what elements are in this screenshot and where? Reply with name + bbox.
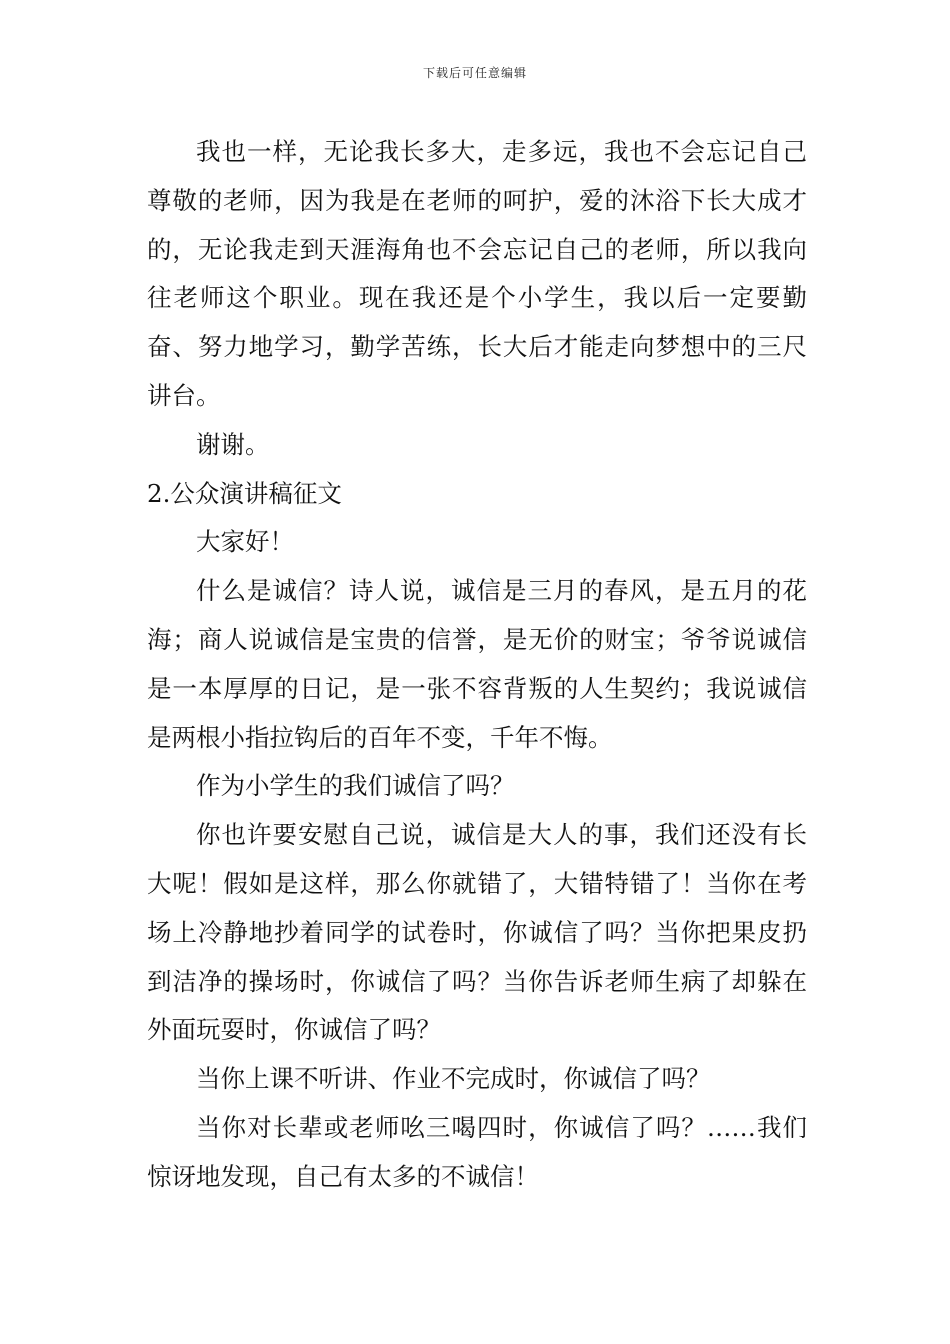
document-body xyxy=(147,128,807,1202)
paragraph-greeting: 大家好！ xyxy=(196,527,294,557)
page-header: 下载后可任意编辑 xyxy=(422,66,527,80)
paragraph-what-is-honesty: 什么是诚信？诗人说，诚信是三月的春风，是五月的花海；商人说诚信是宝贵的信誉，是无价的财宝；爷爷说诚信是一本厚厚的日记，是一张不容背叛的人生契约；我说诚信是两根小指拉钩后的百年不变，千年不悔。 xyxy=(147,576,807,752)
paragraph-teacher-aspiration: 我也一样，无论我长多大，走多远，我也不会忘记自己尊敬的老师，因为我是在老师的呵护，爱的沐浴下长大成才的，无论我走到天涯海角也不会忘记自己的老师，所以我向往老师这个职业。现在我还是个小学生，我以后一定要勤奋、努力地学习，勤学苦练，长大后才能走向梦想中的三尺讲台。 xyxy=(147,137,807,410)
paragraph-question: 作为小学生的我们诚信了吗？ xyxy=(196,771,515,801)
section-heading: 2.公众演讲稿征文 xyxy=(147,478,342,508)
paragraph-thanks: 谢谢。 xyxy=(196,429,270,459)
paragraph-class-question: 当你上课不听讲、作业不完成时，你诚信了吗？ xyxy=(196,1064,711,1094)
paragraph-elders-question: 当你对长辈或老师吆三喝四时，你诚信了吗？……我们惊讶地发现，自己有太多的不诚信！ xyxy=(147,1112,807,1191)
paragraph-examples: 你也许要安慰自己说，诚信是大人的事，我们还没有长大呢！假如是这样，那么你就错了，大错特错了！当你在考场上冷静地抄着同学的试卷时，你诚信了吗？当你把果皮扔到洁净的操场时，你诚信了吗？当你告诉老师生病了却躲在外面玩耍时，你诚信了吗？ xyxy=(147,820,807,1045)
